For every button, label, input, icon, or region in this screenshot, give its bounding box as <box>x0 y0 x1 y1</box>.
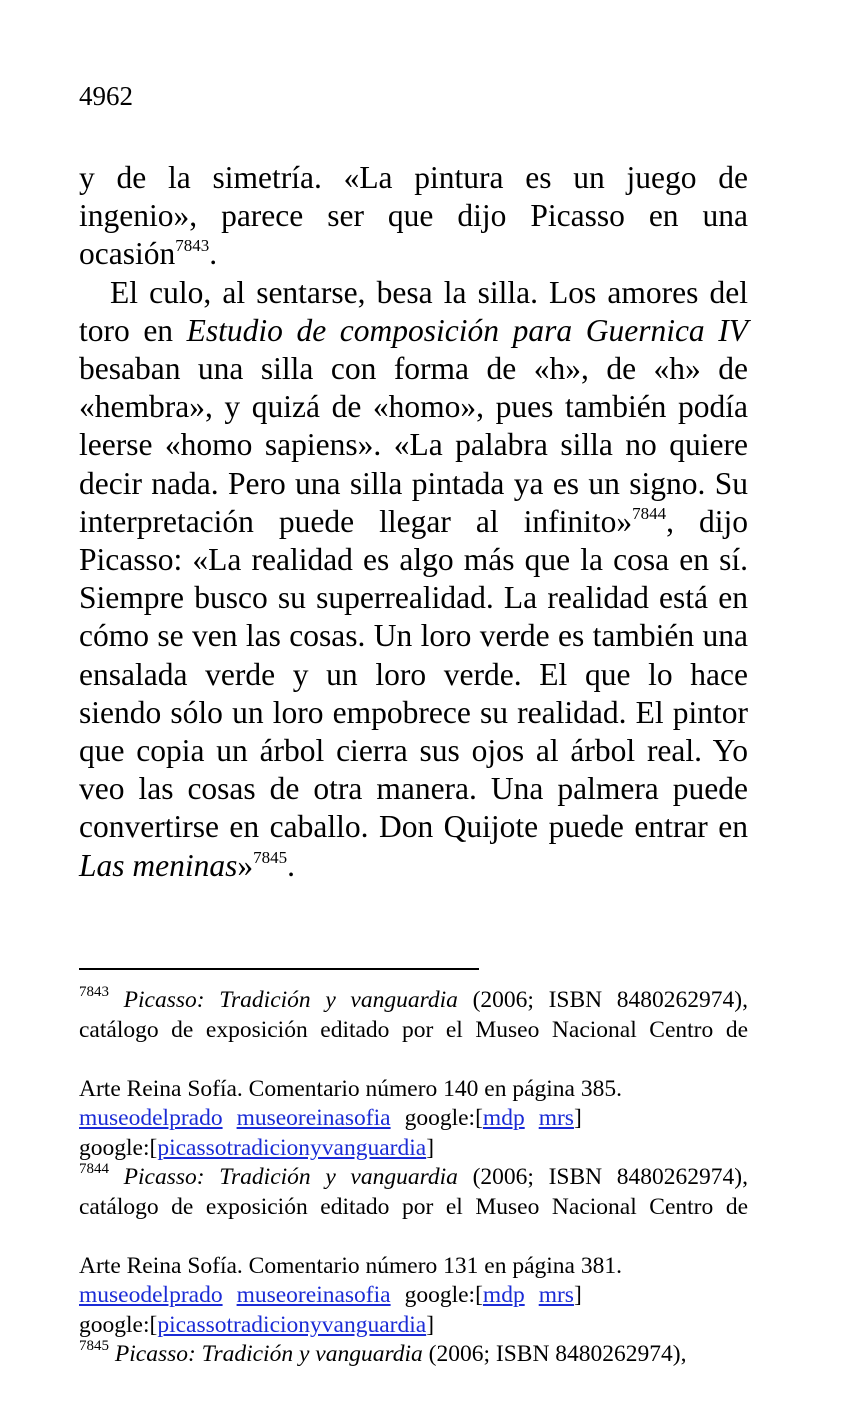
footnote-title: Picasso: Tradición y vanguardia <box>123 1164 458 1190</box>
artwork-title: Las meninas <box>79 847 238 883</box>
artwork-title: Estudio de composición para Guernica IV <box>186 312 748 348</box>
footnote-7844: $^{7844}$ Picasso: Tradición y vanguardia (2006; ISBN 8480262974), catálogo de exposición editado por el Museo Nacional Centro de Arte Reina Sofía. Comentario número 131 en página 381. museodelprado museoreinasofia google:[mdp mrs] google:[picassotradicionyvanguardia] <box>79 1161 748 1338</box>
link-museodelprado[interactable]: museodelprado <box>79 1282 223 1308</box>
footnote-ref-7845[interactable]: 7845 <box>253 847 288 867</box>
main-text <box>79 159 748 885</box>
footnote-links: museodelprado museoreinasofia google:[mdp mrs] <box>79 1105 582 1131</box>
footnote-7845: $^{7845}$ Picasso: Tradición y vanguardia (2006; ISBN 8480262974), <box>79 1338 687 1367</box>
footnote-ref-7843[interactable]: 7843 <box>175 236 210 256</box>
paragraph-2: El culo, al sentarse, besa la silla. Los amores del toro en Estudio de composición para Guernica IV besaban una silla con forma de «h», de «h» de «hembra», y quizá de «homo», pues también podía leerse «homo sapiens». «La palabra silla no quiere decir nada. Pero una silla pintada ya es un signo. Su interpretación puede llegar al infinito»$^{7844}$, dijo Picasso: «La realidad es algo más que la cosa en sí. Siempre busco su superrealidad. La realidad está en cómo se ven las cosas. Un loro verde es también una ensalada verde y un loro verde. El que lo hace siendo sólo un loro empobrece su realidad. El pintor que copia un árbol cierra sus ojos al árbol real. Yo veo las cosas de otra manera. Una palmera puede convertirse en caballo. Don Quijote puede entrar en Las meninas»$^{7845}$. <box>79 274 748 883</box>
footnote-title: Picasso: Tradición y vanguardia <box>123 987 458 1013</box>
link-museodelprado[interactable]: museodelprado <box>79 1105 223 1131</box>
footnote-number: 7844 <box>79 1161 109 1177</box>
footnote-divider <box>79 968 479 970</box>
footnote-title: Picasso: Tradición y vanguardia <box>114 1341 423 1367</box>
paragraph-1: y de la simetría. «La pintura es un juego de ingenio», parece ser que dijo Picasso en una ocasión$^{7843}$. <box>79 160 748 272</box>
link-museoreinasofia[interactable]: museoreinasofia <box>236 1105 391 1131</box>
page-number: 4962 <box>79 81 133 111</box>
link-google-mrs[interactable]: mrs <box>538 1105 574 1131</box>
link-google-mdp[interactable]: mdp <box>482 1105 525 1131</box>
link-google-picasso[interactable]: picassotradicionyvanguardia <box>157 1311 427 1338</box>
footnote-7843: $^{7843}$ Picasso: Tradición y vanguardia (2006; ISBN 8480262974), catálogo de exposición editado por el Museo Nacional Centro de Arte Reina Sofía. Comentario número 140 en página 385. museodelprado museoreinasofia google:[mdp mrs] google:[picassotradicionyvanguardia] <box>79 984 748 1161</box>
footnotes <box>79 986 748 1370</box>
footnote-number: 7845 <box>79 1338 109 1354</box>
footnote-ref-7844[interactable]: 7844 <box>632 503 667 523</box>
link-google-picasso[interactable]: picassotradicionyvanguardia <box>157 1134 427 1161</box>
link-google-mrs[interactable]: mrs <box>538 1282 574 1308</box>
link-google-mdp[interactable]: mdp <box>482 1282 525 1308</box>
footnote-links: museodelprado museoreinasofia google:[mdp mrs] <box>79 1282 582 1308</box>
link-museoreinasofia[interactable]: museoreinasofia <box>236 1282 391 1308</box>
footnote-number: 7843 <box>79 984 109 1000</box>
